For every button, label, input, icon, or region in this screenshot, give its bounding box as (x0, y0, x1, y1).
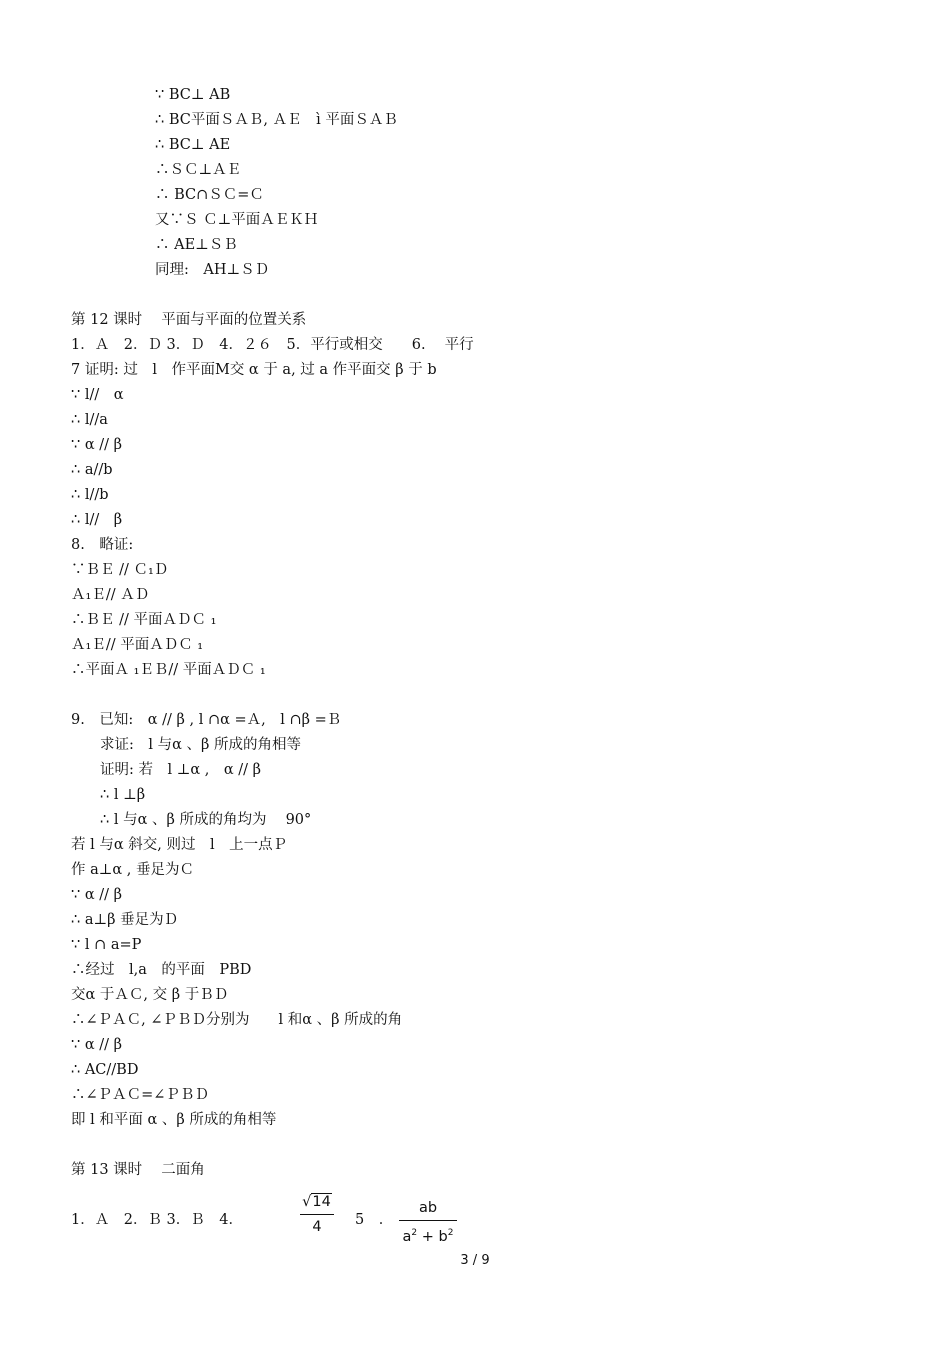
proof-line: ∴ AE⊥ＳＢ (155, 237, 238, 253)
sqrt-radicand: 14 (312, 1194, 331, 1210)
proof-line: ∴∠ＰＡＣ=∠ＰＢＤ (71, 1087, 209, 1103)
fraction-ab-over-sum (399, 1198, 457, 1247)
proof-line: 交α 于ＡＣ, 交 β 于ＢＤ (71, 987, 229, 1003)
proof-line: ∴ BC∩ＳＣ=Ｃ (155, 187, 264, 203)
proof-line: ∴ l// β (71, 512, 123, 528)
proof-line: ∴ a⊥β 垂足为Ｄ (71, 912, 179, 928)
proof-line: 又∵Ｓ Ｃ⊥平面ＡＥＫＨ (155, 212, 319, 228)
proof-line: ∵ BC⊥ AB (155, 87, 231, 103)
proof-line: ∴ l//a (71, 412, 108, 428)
proof-line: 7 证明: 过 l 作平面M交 α 于 a, 过 a 作平面交 β 于 b (71, 362, 437, 378)
fraction-sqrt14-over-4 (300, 1192, 334, 1237)
proof-line: Ａ₁Ｅ// 平面ＡＤＣ ₁ (71, 637, 204, 653)
question-9-head: 9. 已知: α // β , l ∩α =Ａ, l ∩β =Ｂ (71, 712, 342, 728)
sqrt-symbol: √14 (302, 1194, 331, 1210)
proof-line: ∴ l//b (71, 487, 109, 503)
proof-line: ∵ α // β (71, 887, 122, 903)
proof-line: 求证: l 与α 、β 所成的角相等 (100, 737, 302, 753)
proof-line: 若 l 与α 斜交, 则过 l 上一点Ｐ (71, 837, 288, 853)
fraction-denominator (399, 1223, 457, 1247)
proof-line: ∵ l ∩ a=P (71, 937, 142, 953)
proof-line: ∴ a//b (71, 462, 113, 478)
lesson-12-answers: 1．Ａ 2．Ｄ 3．Ｄ 4．２６ 5．平行或相交 6. 平行 (71, 337, 474, 353)
proof-line: ∴ l 与α 、β 所成的角均为 90° (100, 812, 312, 828)
proof-line: ∴ＳＣ⊥ＡＥ (155, 162, 242, 178)
proof-line: ∴∠ＰＡＣ, ∠ＰＢＤ分别为 l 和α 、β 所成的角 (71, 1012, 403, 1028)
proof-line: 即 l 和平面 α 、β 所成的角相等 (71, 1112, 277, 1128)
plus-sign: + (421, 1228, 434, 1245)
proof-line: ∵ＢＥ // Ｃ₁Ｄ (71, 562, 169, 578)
lesson-13-title: 第 13 课时 二面角 (71, 1162, 205, 1178)
proof-line: ∴ BC⊥ AE (155, 137, 231, 153)
lesson-12-title: 第 12 课时 平面与平面的位置关系 (71, 312, 307, 328)
fraction-denominator: 4 (312, 1219, 322, 1235)
proof-line: ∴ AC//BD (71, 1062, 139, 1078)
proof-line: ∴经过 l,a 的平面 PBD (71, 962, 252, 978)
proof-line: ∴ BC平面ＳＡＢ, ＡＥ ì 平面ＳＡＢ (155, 112, 398, 128)
fraction-numerator (300, 1192, 334, 1212)
proof-line: 作 a⊥α , 垂足为Ｃ (71, 862, 195, 878)
proof-line: Ａ₁Ｅ// ＡＤ (71, 587, 150, 603)
proof-line: ∵ α // β (71, 1037, 122, 1053)
proof-line: 证明: 若 l ⊥α , α // β (100, 762, 262, 778)
exponent: 2 (447, 1228, 454, 1238)
proof-line: ∴ＢＥ // 平面ＡＤＣ ₁ (71, 612, 217, 628)
proof-line: ∴ l ⊥β (100, 787, 146, 803)
proof-line: ∴平面Ａ ₁ＥＢ// 平面ＡＤＣ ₁ (71, 662, 266, 678)
fraction-numerator: ab (418, 1200, 438, 1216)
den-b: b (438, 1228, 448, 1245)
fraction-bar (399, 1220, 457, 1221)
answer-5-label: 5 ． (355, 1212, 394, 1228)
den-a: a (402, 1228, 412, 1245)
proof-line: ∵ l// α (71, 387, 124, 403)
exponent: 2 (411, 1228, 418, 1238)
page-number: 3 / 9 (460, 1253, 490, 1268)
proof-line: ∵ α // β (71, 437, 122, 453)
lesson-13-answers: 1．Ａ 2．Ｂ 3．Ｂ 4． (71, 1212, 244, 1228)
fraction-bar (300, 1214, 334, 1215)
proof-line: 8. 略证: (71, 537, 134, 553)
proof-line: 同理: AH⊥ＳＤ (155, 262, 270, 278)
